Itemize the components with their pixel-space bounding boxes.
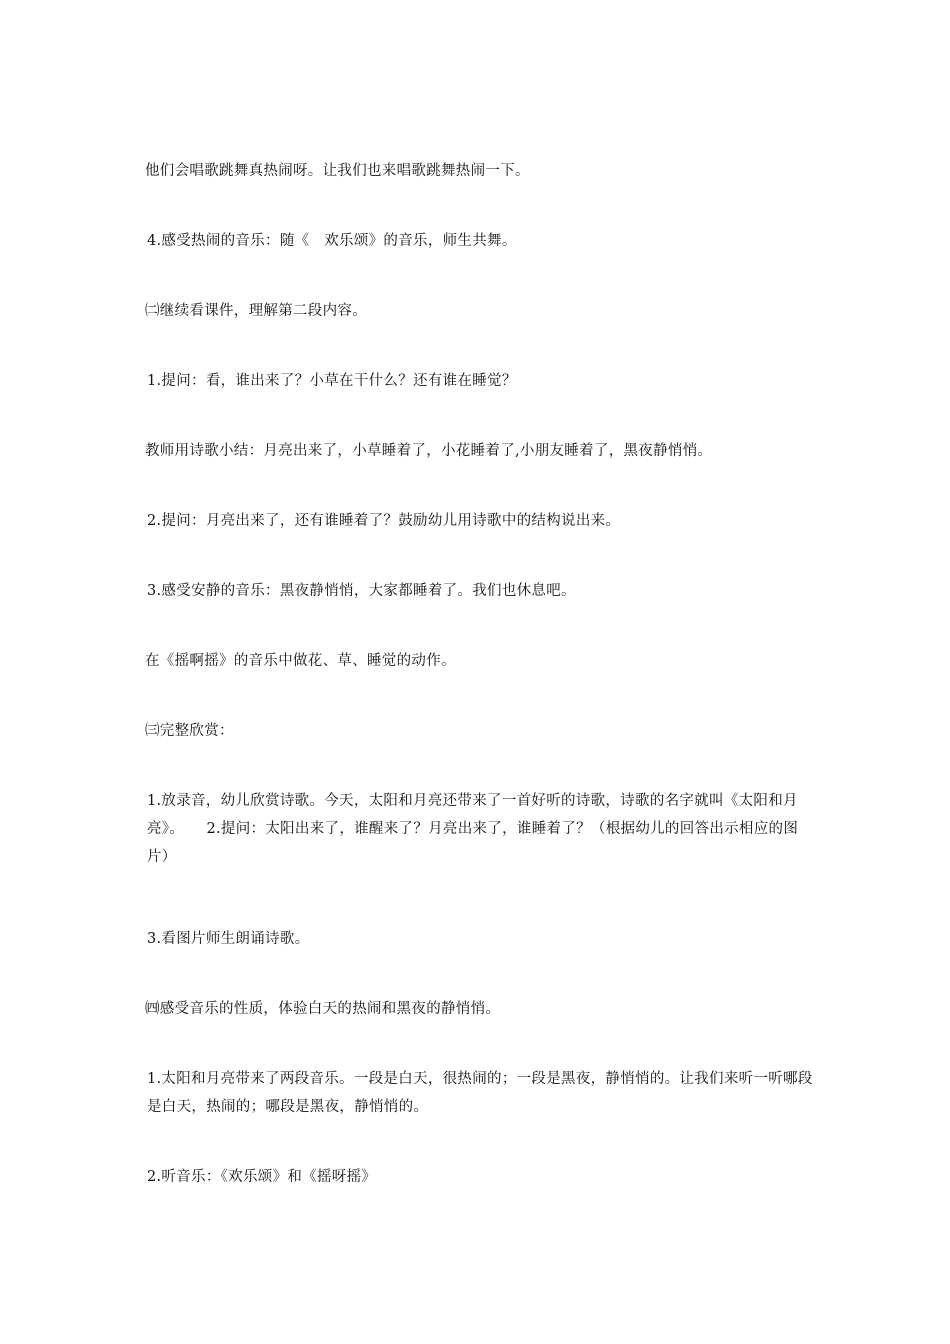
paragraph-yao-a-yao: 在《摇啊摇》的音乐中做花、草、睡觉的动作。: [145, 653, 456, 669]
paragraph-section-4-heading: ㈣感受音乐的性质，体验白天的热闹和黑夜的静悄悄。: [145, 1001, 501, 1017]
paragraph-question-2: 2.提问：月亮出来了，还有谁睡着了？鼓励幼儿用诗歌中的结构说出来。: [147, 513, 621, 529]
paragraph-recite: 3.看图片师生朗诵诗歌。: [147, 931, 310, 947]
paragraph-listen-music: 2.听音乐：《欢乐颂》和《摇呀摇》: [147, 1169, 377, 1185]
paragraph-quiet-music: 3.感受安静的音乐：黑夜静悄悄，大家都睡着了。我们也休息吧。: [147, 583, 576, 599]
paragraph-two-music: 1.太阳和月亮带来了两段音乐。一段是白天，很热闹的；一段是黑夜，静悄悄的。让我们来听一听哪段是白天，热闹的；哪段是黑夜，静悄悄的。: [147, 1071, 813, 1115]
paragraph-question-1: 1.提问：看，谁出来了？小草在干什么？还有谁在睡觉？: [147, 373, 517, 389]
paragraph-teacher-summary: 教师用诗歌小结：月亮出来了，小草睡着了，小花睡着了,小朋友睡着了，黑夜静悄悄。: [145, 443, 713, 459]
paragraph-step-4: 4.感受热闹的音乐：随《 欢乐颂》的音乐，师生共舞。: [147, 233, 517, 249]
paragraph-intro: 他们会唱歌跳舞真热闹呀。让我们也来唱歌跳舞热闹一下。: [145, 163, 530, 179]
paragraph-full-appreciation: 1.放录音，幼儿欣赏诗歌。今天，太阳和月亮还带来了一首好听的诗歌，诗歌的名字就叫《太阳和月亮》。 2.提问：太阳出来了，谁醒来了？月亮出来了，谁睡着了？（根据幼儿的回答出示相应的图片）: [147, 793, 799, 865]
paragraph-section-2-heading: ㈡继续看课件，理解第二段内容。: [145, 303, 367, 319]
paragraph-section-3-heading: ㈢完整欣赏：: [145, 723, 234, 739]
